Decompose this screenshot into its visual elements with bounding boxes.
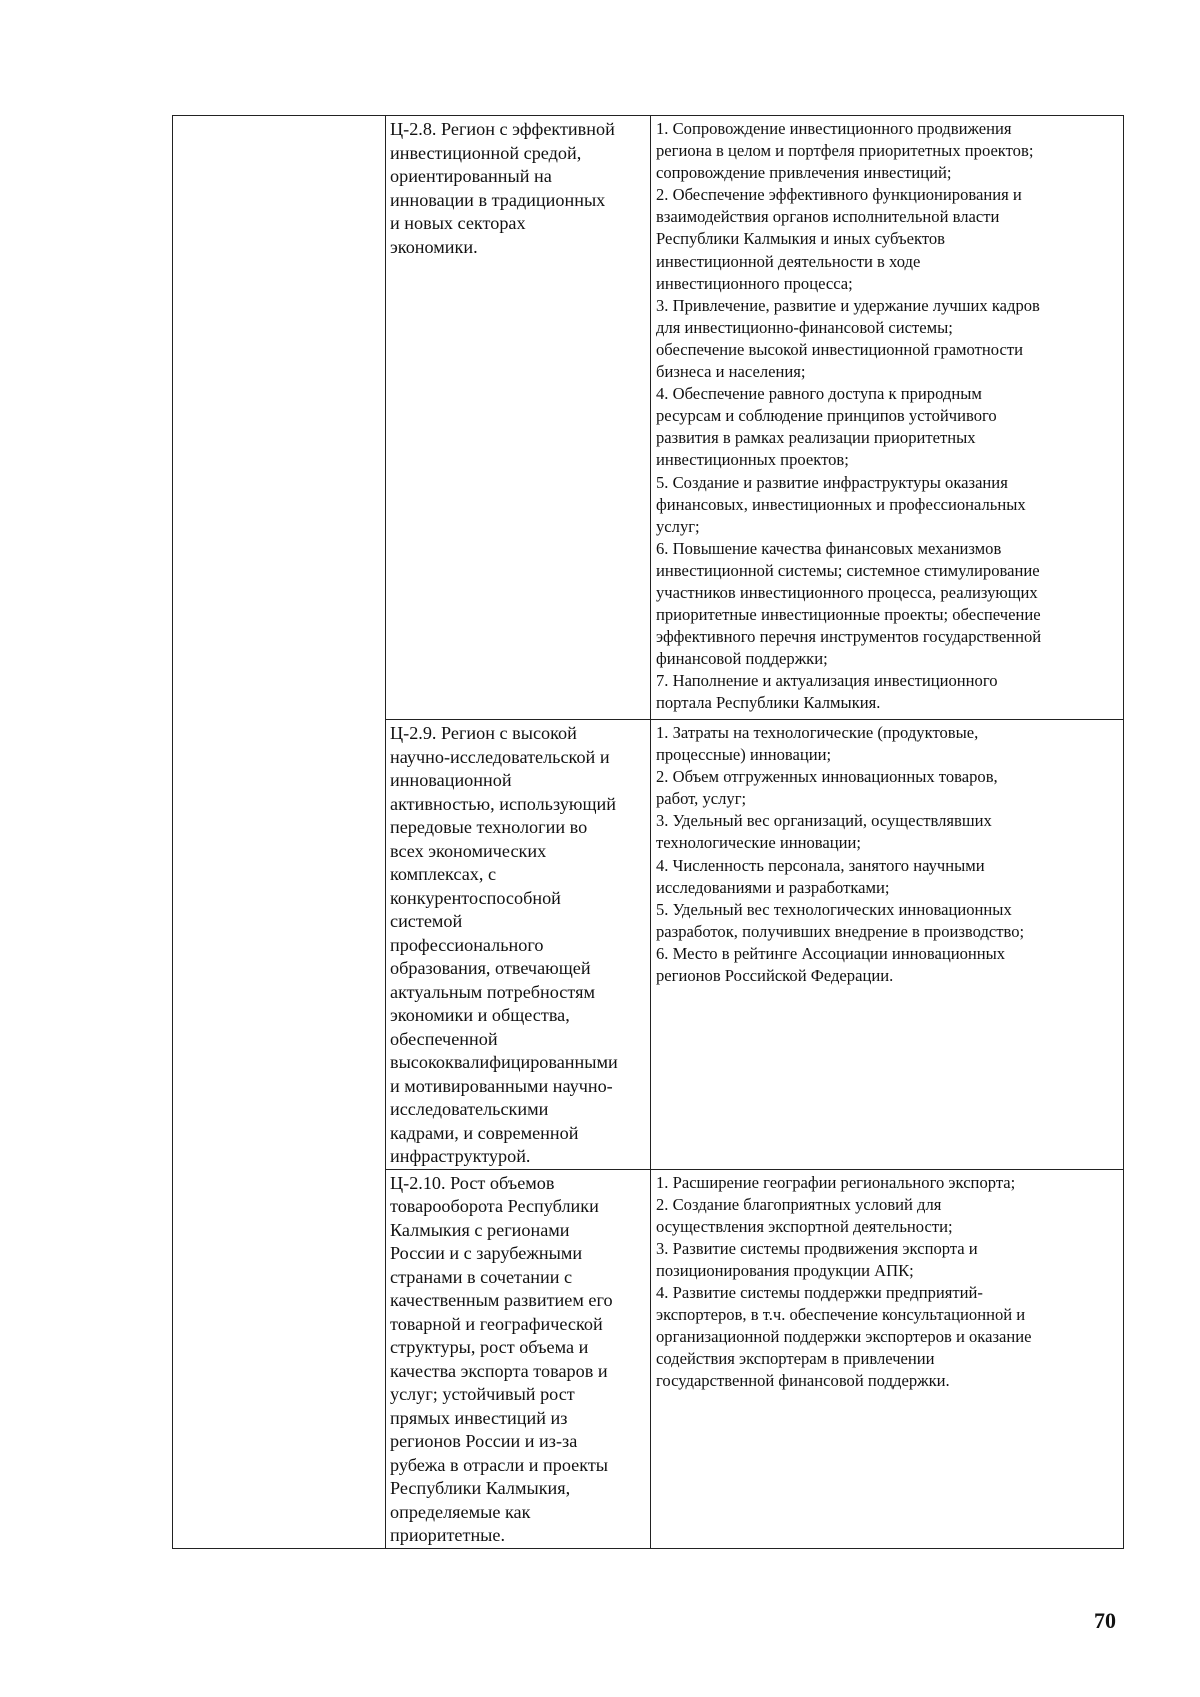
empty-cell (173, 116, 386, 1549)
goal-cell: Ц-2.9. Регион с высокой научно-исследовательской и инновационной активностью, использующий передовые технологии во всех экономических комплексах, с конкурентоспособной системой профессионального образования, отвечающей актуальным потребностям экономики и общества, обеспеченной высококвалифицированными и мотивированными научно- исследовательскими кадрами, и современной инфраструктурой. (386, 720, 651, 1170)
table-row-c-2-8 (173, 116, 1124, 720)
tasks-cell: 1. Затраты на технологические (продуктовые, процессные) инновации; 2. Объем отгруженных инновационных товаров, работ, услуг; 3. Удельный вес организаций, осуществлявших технологические инновации; 4. Численность персонала, занятого научными исследованиями и разработками; 5. Удельный вес технологических инновационных разработок, получивших внедрение в производство; 6. Место в рейтинге Ассоциации инновационных регионов Российской Федерации. (651, 720, 1124, 1170)
goal-cell: Ц-2.10. Рост объемов товарооборота Республики Калмыкия с регионами России и с зарубежными странами в сочетании с качественным развитием его товарной и географической структуры, рост объема и качества экспорта товаров и услуг; устойчивый рост прямых инвестиций из регионов России и из-за рубежа в отрасли и проекты Республики Калмыкия, определяемые как приоритетные. (386, 1169, 651, 1548)
page-number: 70 (1094, 1608, 1116, 1633)
goal-cell: Ц-2.8. Регион с эффективной инвестиционной средой, ориентированный на инновации в традиционных и новых секторах экономики. (386, 116, 651, 720)
tasks-cell: 1. Расширение географии регионального экспорта; 2. Создание благоприятных условий для осуществления экспортной деятельности; 3. Развитие системы продвижения экспорта и позиционирования продукции АПК; 4. Развитие системы поддержки предприятий- экспортеров, в т.ч. обеспечение консультационной и организационной поддержки экспортеров и оказание содействия экспортерам в привлечении государственной финансовой поддержки. (651, 1169, 1124, 1548)
tasks-cell: 1. Сопровождение инвестиционного продвижения региона в целом и портфеля приоритетных проектов; сопровождение привлечения инвестиций; 2. Обеспечение эффективного функционирования и взаимодействия органов исполнительной власти Республики Калмыкия и иных субъектов инвестиционной деятельности в ходе инвестиционного процесса; 3. Привлечение, развитие и удержание лучших кадров для инвестиционно-финансовой системы; обеспечение высокой инвестиционной грамотности бизнеса и населения; 4. Обеспечение равного доступа к природным ресурсам и соблюдение принципов устойчивого развития в рамках реализации приоритетных инвестиционных проектов; 5. Создание и развитие инфраструктуры оказания финансовых, инвестиционных и профессиональных услуг; 6. Повышение качества финансовых механизмов инвестиционной системы; системное стимулирование участников инвестиционного процесса, реализующих приоритетные инвестиционные проекты; обеспечение эффективного перечня инструментов государственной финансовой поддержки; 7. Наполнение и актуализация инвестиционного портала Республики Калмыкия. (651, 116, 1124, 720)
goals-table (172, 115, 1124, 1549)
